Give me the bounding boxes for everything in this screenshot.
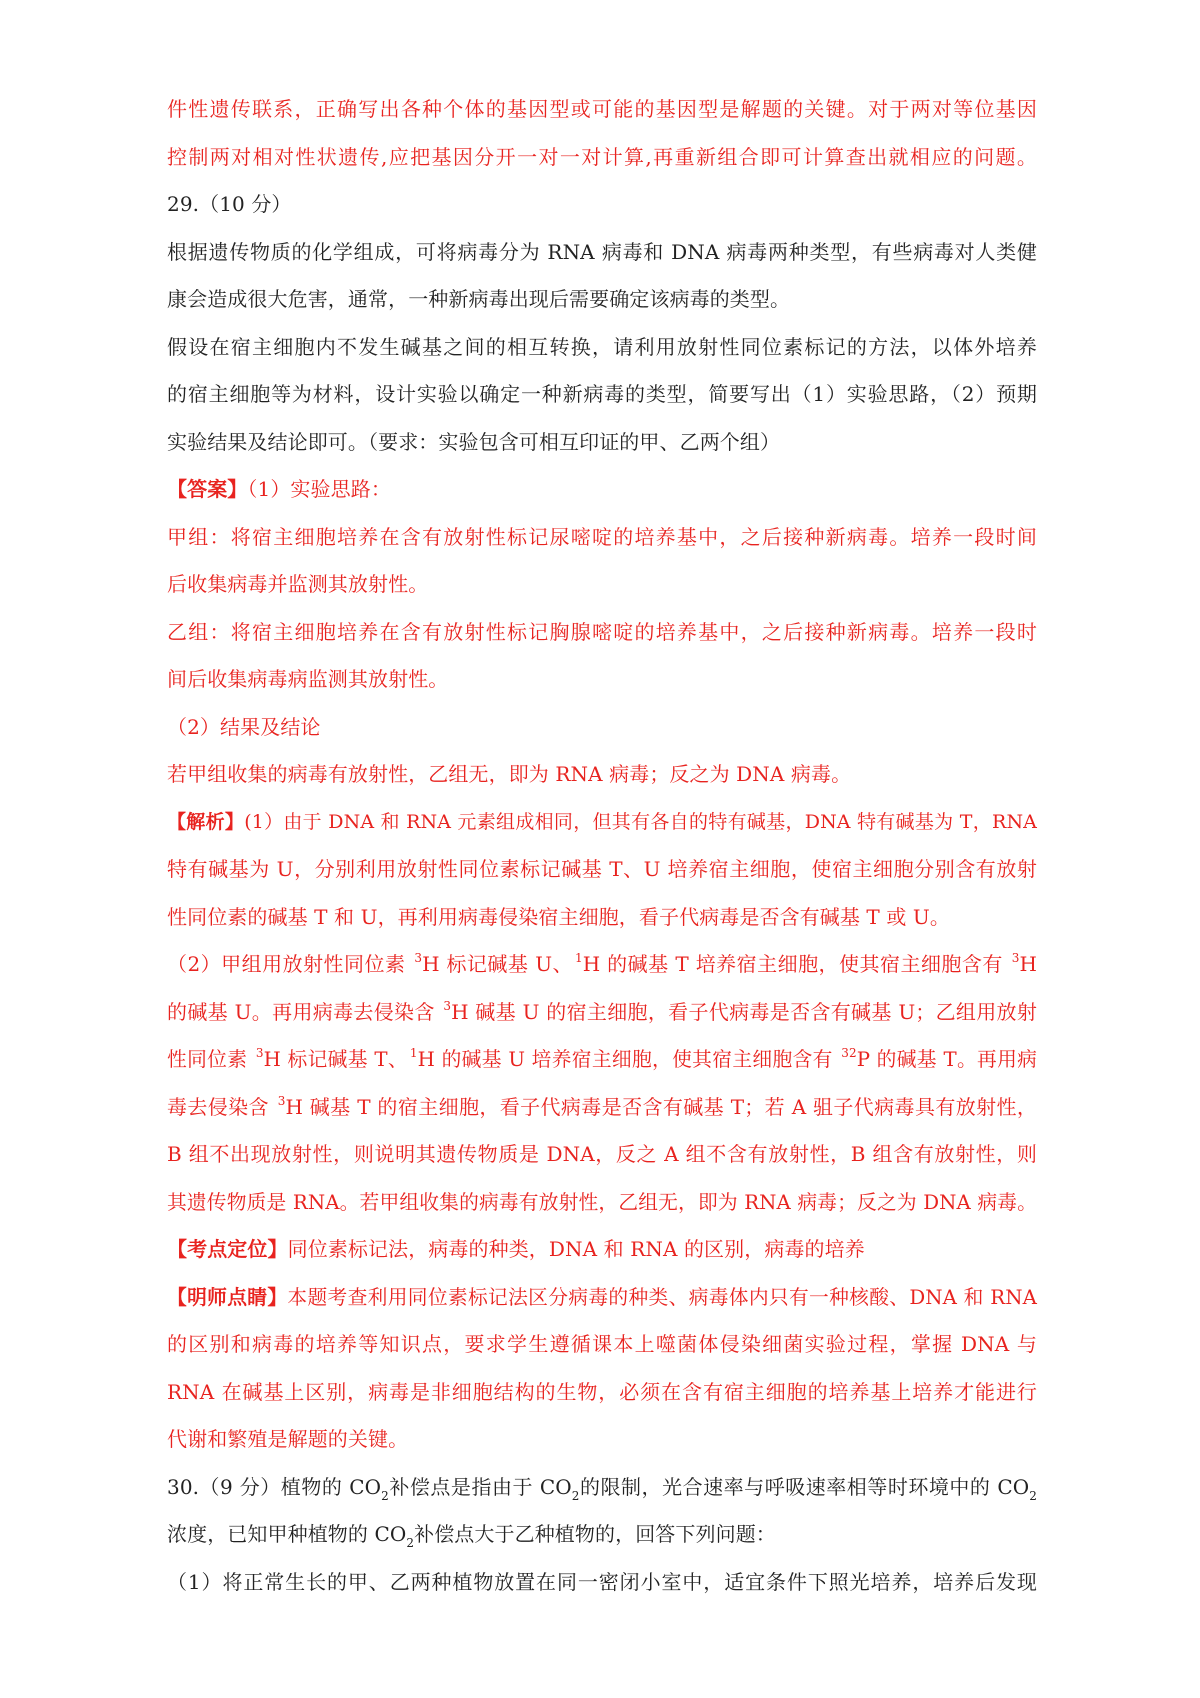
question-29-heading: 29.（10 分）	[167, 192, 292, 216]
analysis-line: 性同位素 $^3$H 标记碱基 T、 $^1$H 的碱基 U 培养宿主细胞，使其宿主细胞含有 $^{32}$P 的碱基 T。再用病	[167, 1046, 1037, 1071]
text-line: 控制两对相对性状遗传,应把基因分开一对一对计算,再重新组合即可计算查出就相应的问题。	[167, 144, 1037, 169]
answer-line: 【答案】（1）实验思路：	[167, 477, 391, 501]
teacher-note-line: 的区别和病毒的培养等知识点，要求学生遵循课本上噬菌体侵染细菌实验过程，掌握 DNA 与	[167, 1332, 1037, 1356]
question-text-line: 实验结果及结论即可。（要求：实验包含可相互印证的甲、乙两个组）	[167, 429, 781, 454]
analysis-line: （2）甲组用放射性同位素 $^3$H 标记碱基 U、 $^1$H 的碱基 T 培养宿主细胞，使其宿主细胞含有 $^3$H	[167, 951, 1037, 976]
answer-line: （2）结果及结论	[167, 714, 321, 739]
analysis-line: 【解析】(1）由于 DNA 和 RNA 元素组成相同，但其有各自的特有碱基，DNA 特有碱基为 T，RNA	[167, 810, 1037, 833]
question-text-line: 假设在宿主细胞内不发生碱基之间的相互转换，请利用放射性同位素标记的方法，以体外培养	[167, 334, 1037, 359]
analysis-line: 的碱基 U。再用病毒去侵染含 $^3$H 碱基 U 的宿主细胞，看子代病毒是否含有碱基 U；乙组用放射	[167, 998, 1037, 1024]
analysis-line: 特有碱基为 U，分别利用放射性同位素标记碱基 T、U 培养宿主细胞，使宿主细胞分别含有放射	[167, 857, 1037, 881]
document-page	[167, 86, 1037, 1606]
answer-line: 甲组：将宿主细胞培养在含有放射性标记尿嘧啶的培养基中，之后接种新病毒。培养一段时间	[167, 524, 1037, 549]
answer-line: 后收集病毒并监测其放射性。	[167, 572, 429, 596]
answer-line: 间后收集病毒病监测其放射性。	[167, 667, 449, 691]
analysis-line: 毒去侵染含 $^3$H 碱基 T 的宿主细胞，看子代病毒是否含有碱基 T；若 A 驵子代病毒具有放射性，	[167, 1093, 1037, 1119]
answer-line: 若甲组收集的病毒有放射性，乙组无，即为 RNA 病毒；反之为 DNA 病毒。	[167, 762, 852, 786]
teacher-note-line: RNA 在碱基上区别，病毒是非细胞结构的生物，必须在含有宿主细胞的培养基上培养才能进行	[167, 1379, 1037, 1404]
key-point-tag: 【考点定位】	[167, 1237, 288, 1261]
teacher-note-tag: 【明师点睛】	[167, 1284, 288, 1309]
question-text-line: 康会造成很大危害，通常，一种新病毒出现后需要确定该病毒的类型。	[167, 287, 791, 311]
analysis-line: 其遗传物质是 RNA。若甲组收集的病毒有放射性，乙组无，即为 RNA 病毒；反之为 DNA 病毒。	[167, 1190, 1037, 1214]
question-text-line: 的宿主细胞等为材料，设计实验以确定一种新病毒的类型，简要写出（1）实验思路，（2）预期	[167, 382, 1037, 406]
answer-line: 乙组：将宿主细胞培养在含有放射性标记胸腺嘧啶的培养基中，之后接种新病毒。培养一段时	[167, 619, 1037, 644]
question-30-line: 30.（9 分）植物的 $CO_2$补偿点是指由于 $CO_2$的限制，光合速率与呼吸速率相等时环境中的 $CO_2$	[167, 1474, 1037, 1503]
analysis-line: B 组不出现放射性，则说明其遗传物质是 DNA，反之 A 组不含有放射性，B 组含有放射性，则	[167, 1142, 1037, 1166]
teacher-note-line: 代谢和繁殖是解题的关键。	[167, 1427, 409, 1451]
question-30-line: 浓度，已知甲种植物的 $CO_2$补偿点大于乙种植物的，回答下列问题：	[167, 1522, 776, 1550]
teacher-note-line: 【明师点睛】本题考查利用同位素标记法区分病毒的种类、病毒体内只有一种核酸、DNA 和 RNA	[167, 1284, 1037, 1309]
key-point-line: 【考点定位】同位素标记法，病毒的种类，DNA 和 RNA 的区别，病毒的培养	[167, 1237, 865, 1261]
answer-tag: 【答案】	[167, 477, 248, 501]
question-text-line: 根据遗传物质的化学组成，可将病毒分为 RNA 病毒和 DNA 病毒两种类型，有些病毒对人类健	[167, 239, 1037, 264]
question-30-line: （1）将正常生长的甲、乙两种植物放置在同一密闭小室中，适宜条件下照光培养，培养后发现	[167, 1569, 1037, 1594]
text-line: 件性遗传联系，正确写出各种个体的基因型或可能的基因型是解题的关键。对于两对等位基因	[167, 97, 1037, 121]
analysis-tag: 【解析】	[167, 810, 245, 833]
analysis-line: 性同位素的碱基 T 和 U，再利用病毒侵染宿主细胞，看子代病毒是否含有碱基 T 或 U。	[167, 904, 950, 929]
